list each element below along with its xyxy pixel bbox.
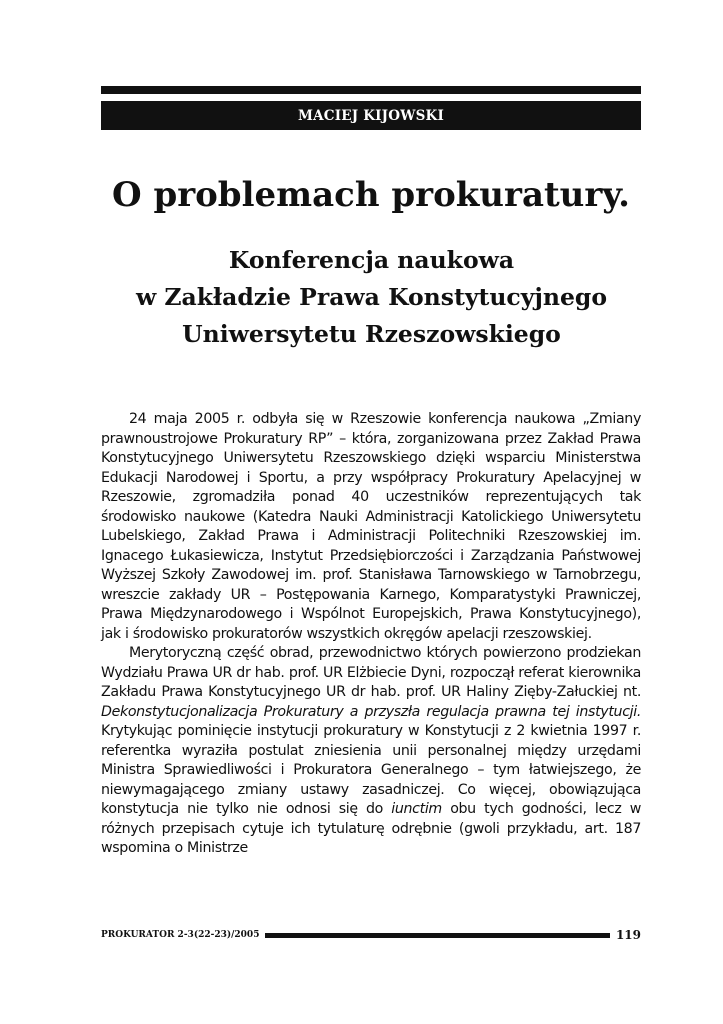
- article-body: [101, 410, 641, 859]
- top-rule: [101, 86, 641, 94]
- paragraph-2-part-3: obu tych godności, lecz w różnych przepisach cytuje ich tytulaturę odrębnie (gwoli przykładu, art. 187 wspomina o Ministrze: [101, 801, 641, 856]
- article-title: O problemach prokuratury.: [111, 175, 631, 215]
- paragraph-1: 24 maja 2005 r. odbyła się w Rzeszowie konferencja naukowa „Zmiany prawnoustrojowe Prokuratury RP” – która, zorganizowana przez Zakład Prawa Konstytucyjnego Uniwersytetu Rzeszowskiego dzięki wsparciu Ministerstwa Edukacji Narodowej i Sportu, a przy współpracy Prokuratury Apelacyjnej w Rzeszowie, zgromadziła ponad 40 uczestników reprezentujących tak środowisko naukowe (Katedra Nauki Administracji Katolickiego Uniwersytetu Lubelskiego, Zakład Prawa i Administracji Politechniki Rzeszowskiej im. Ignacego Łukasiewicza, Instytut Przedsiębiorczości i Zarządzania Państwowej Wyższej Szkoły Zawodowej im. prof. Stanisława Tarnowskiego w Tarnobrzegu, wreszcie zakłady UR – Postępowania Karnego, Komparatystyki Prawniczej, Prawa Międzynarodowego i Wspólnot Europejskich, Prawa Konstytucyjnego), jak i środowisko prokuratorów wszystkich okręgów apelacji rzeszowskiej.: [101, 411, 641, 642]
- subtitle-line: w Zakładzie Prawa Konstytucyjnego: [135, 283, 608, 311]
- latin-term: iunctim: [391, 801, 442, 817]
- paragraph-2: [101, 644, 641, 859]
- article-subtitle: [90, 242, 653, 353]
- subtitle-line: Konferencja naukowa: [228, 246, 515, 274]
- page-number: 119: [615, 928, 641, 942]
- paragraph-2-part-1: Merytoryczną część obrad, przewodnictwo których powierzono prodziekan Wydziału Prawa UR dr hab. prof. UR Elżbiecie Dyni, rozpoczął referat kierownika Zakładu Prawa Konstytucyjnego UR dr hab. prof. UR Haliny Zięby-Załuckiej nt.: [101, 645, 641, 700]
- page-footer: [101, 928, 641, 942]
- journal-reference: PROKURATOR 2-3(22-23)/2005: [101, 930, 260, 940]
- author-bar: [101, 101, 641, 130]
- footer-rule: [265, 933, 609, 938]
- subtitle-line: Uniwersytetu Rzeszowskiego: [182, 320, 561, 348]
- lecture-title: Dekonstytucjonalizacja Prokuratury a przyszła regulacja prawna tej instytucji.: [101, 703, 641, 720]
- author-name: MACIEJ KIJOWSKI: [297, 107, 444, 124]
- paragraph-2-part-2: Krytykując pominięcie instytucji prokuratury w Konstytucji z 2 kwietnia 1997 r. referentka wyraziła postulat zniesienia unii personalnej między urzędami Ministra Sprawiedliwości i Prokuratora Generalnego – tym łatwiejszego, że niewymagającego zmiany ustawy zasadniczej. Co więcej, obowiązująca konstytucja nie tylko nie odnosi się do: [101, 723, 641, 817]
